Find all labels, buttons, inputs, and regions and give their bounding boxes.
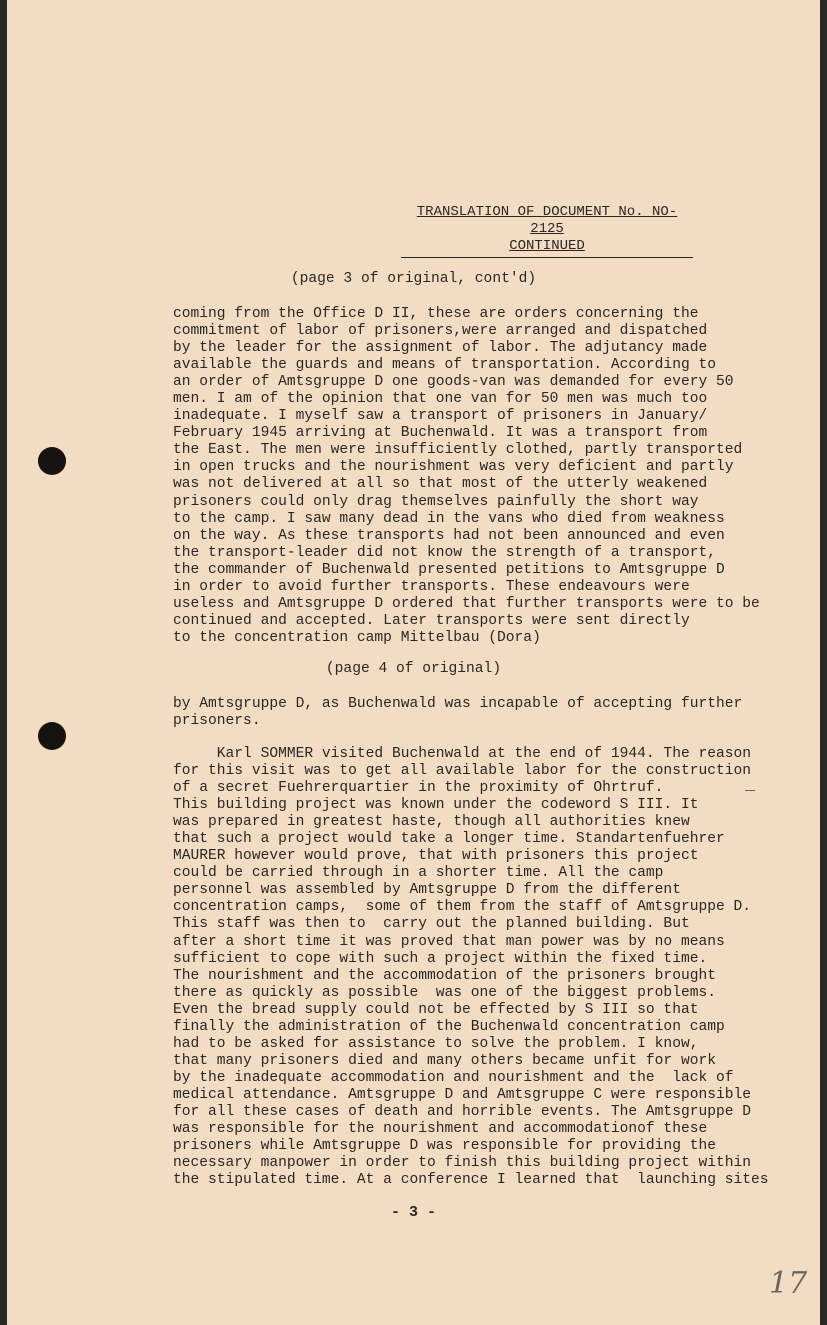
handwritten-page-number: 17 (769, 1266, 808, 1301)
text-line: finally the administration of the Buchenwald concentration camp (173, 1018, 725, 1035)
stray-mark (745, 790, 755, 791)
text-line: for all these cases of death and horrible events. The Amtsgruppe D (173, 1103, 752, 1120)
text-line: February 1945 arriving at Buchenwald. It was a transport from (173, 425, 708, 442)
text-line: there as quickly as possible was one of the biggest problems. (173, 984, 716, 1001)
text-line: on the way. As these transports had not been announced and even (173, 527, 725, 544)
text-line: was responsible for the nourishment and accommodationof these (173, 1121, 708, 1138)
text-line: in open trucks and the nourishment was very deficient and partly (173, 459, 734, 476)
text-line: had to be asked for assistance to solve the problem. I know, (173, 1035, 699, 1052)
text-line: by Amtsgruppe D, as Buchenwald was incapable of accepting further (173, 696, 743, 712)
text-line: MAURER however would prove, that with prisoners this project (173, 848, 699, 865)
text-line: concentration camps, some of them from the staff of Amtsgruppe D. (173, 899, 752, 916)
text-line: was prepared in greatest haste, though all authorities knew (173, 814, 690, 831)
text-line: This building project was known under the codeword S III. It (173, 797, 699, 814)
text-line: by the inadequate accommodation and nourishment and the lack of (173, 1069, 734, 1086)
text-line: continued and accepted. Later transports were sent directly (173, 612, 690, 629)
text-line: of a secret Fuehrerquartier in the proximity of Ohrtruf. (173, 780, 664, 797)
punch-hole (38, 447, 66, 475)
text-line: the transport-leader did not know the strength of a transport, (173, 544, 716, 561)
document-header (401, 204, 693, 258)
text-line: men. I am of the opinion that one van for 50 men was much too (173, 391, 708, 408)
text-line: personnel was assembled by Amtsgruppe D from the different (173, 882, 681, 899)
text-line: could be carried through in a shorter time. All the camp (173, 865, 664, 882)
document-page (7, 0, 820, 1325)
text-line: the commander of Buchenwald presented petitions to Amtsgruppe D (173, 561, 725, 578)
page-note-original-4: (page 4 of original) (325, 661, 502, 677)
text-line: coming from the Office D II, these are orders concerning the (173, 306, 699, 322)
text-line: was not delivered at all so that most of the utterly weakened (173, 476, 708, 493)
paragraph-2 (173, 696, 742, 730)
text-line: This staff was then to carry out the planned building. But (173, 916, 690, 933)
text-line: The nourishment and the accommodation of the prisoners brought (173, 967, 716, 984)
text-line: available the guards and means of transportation. According to (173, 357, 716, 374)
paragraph-1 (173, 306, 760, 647)
text-line: the East. The men were insufficiently clothed, partly transported (173, 442, 743, 459)
text-line: prisoners while Amtsgruppe D was responsible for providing the (173, 1138, 716, 1155)
text-line: in order to avoid further transports. These endeavours were (173, 578, 690, 595)
text-line: to the concentration camp Mittelbau (Dora) (173, 629, 541, 646)
text-line: prisoners could only drag themselves painfully the short way (173, 493, 699, 510)
text-line: medical attendance. Amtsgruppe D and Amtsgruppe C were responsible (173, 1086, 752, 1103)
text-line: to the camp. I saw many dead in the vans who died from weakness (173, 510, 725, 527)
header-title: TRANSLATION OF DOCUMENT No. NO-2125 (416, 204, 678, 237)
page-number: - 3 - (390, 1204, 436, 1221)
text-line: useless and Amtsgruppe D ordered that further transports were to be (173, 595, 760, 612)
text-line: an order of Amtsgruppe D one goods-van was demanded for every 50 (173, 374, 734, 391)
text-line: Karl SOMMER visited Buchenwald at the end of 1944. The reason (173, 746, 752, 762)
text-line: necessary manpower in order to finish this building project within (173, 1155, 752, 1172)
text-line: commitment of labor of prisoners,were arranged and dispatched (173, 323, 708, 340)
text-line: that many prisoners died and many others became unfit for work (173, 1052, 716, 1069)
page-note-original-3: (page 3 of original, cont'd) (290, 271, 537, 287)
text-line: Even the bread supply could not be effected by S III so that (173, 1001, 699, 1018)
text-line: after a short time it was proved that man power was by no means (173, 933, 725, 950)
text-line: for this visit was to get all available labor for the construction (173, 763, 752, 780)
text-line: that such a project would take a longer time. Standartenfuehrer (173, 831, 725, 848)
header-subtitle: CONTINUED (509, 238, 585, 254)
punch-hole (38, 722, 66, 750)
header-rule (401, 257, 693, 258)
text-line: prisoners. (173, 713, 261, 730)
text-line: sufficient to cope with such a project within the fixed time. (173, 950, 708, 967)
text-line: by the leader for the assignment of labor. The adjutancy made (173, 340, 708, 357)
paragraph-3 (173, 746, 769, 1189)
text-line: inadequate. I myself saw a transport of prisoners in January/ (173, 408, 708, 425)
text-line: the stipulated time. At a conference I learned that launching sites (173, 1172, 769, 1189)
